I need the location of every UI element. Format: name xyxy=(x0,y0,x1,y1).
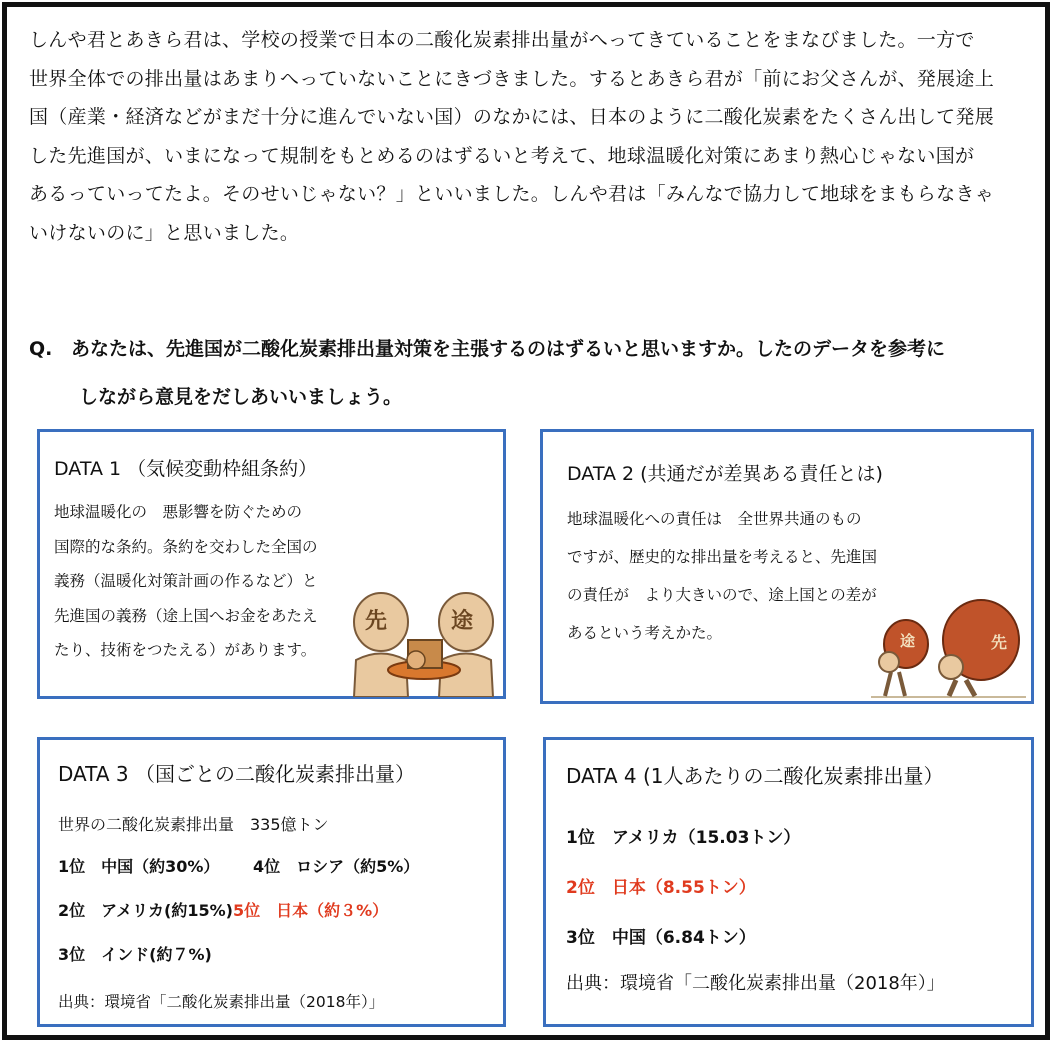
data2-line: ですが、歴史的な排出量を考えると、先進国 xyxy=(567,548,878,566)
intro-text xyxy=(29,21,1039,252)
source-text: 出典：環境省「二酸化炭素排出量（2018年）」 xyxy=(566,973,945,994)
developed-badge: 先 xyxy=(365,609,388,634)
question-line: しながら意見をだしあいいましょう。 xyxy=(79,386,403,408)
rank-row xyxy=(58,845,485,889)
data4-title: DATA 4 (1人あたりの二酸化炭素排出量） xyxy=(566,764,944,788)
data1-line: 地球温暖化の 悪影響を防ぐための xyxy=(54,503,303,521)
rank-2: 2位 アメリカ(約15%) xyxy=(58,901,233,920)
data1-line: 義務（温暖化対策計画の作るなど）と xyxy=(54,572,318,590)
intro-line: 国（産業・経済などがまだ十分に進んでいない国）のなかには、日本のように二酸化炭素をたくさん出して発展 xyxy=(29,106,995,128)
question-line: あなたは、先進国が二酸化炭素排出量対策を主張するのはずるいと思いますか。したのデータを参考に xyxy=(71,338,946,360)
rank-4: 4位 ロシア（約5%） xyxy=(253,857,420,876)
data2-title: DATA 2 (共通だが差異ある責任とは) xyxy=(567,463,883,485)
data1-title: DATA 1 （気候変動枠組条約） xyxy=(54,458,318,480)
question xyxy=(29,325,1039,421)
data4-card xyxy=(543,737,1034,1027)
data2-line: あるという考えかた。 xyxy=(567,624,723,642)
rank-1: 1位 アメリカ（15.03トン） xyxy=(566,828,801,848)
source-text: 出典：環境省「二酸化炭素排出量（2018年）」 xyxy=(58,993,385,1011)
rank-5-highlight: 5位 日本（約３%） xyxy=(232,901,389,920)
intro-line: した先進国が、いまになって規制をもとめるのはずるいと考えて、地球温暖化対策にあまり熱心じゃない国が xyxy=(29,144,975,167)
rank-3: 3位 インド(約７%) xyxy=(58,945,212,964)
data3-card xyxy=(37,737,506,1027)
handshake-illustration-icon xyxy=(346,582,496,697)
question-label: Q. xyxy=(29,338,53,360)
data2-card xyxy=(540,429,1034,704)
intro-line: 世界全体での排出量はあまりへっていないことにきづきました。するとあきら君が「前にお父さんが、発展途上 xyxy=(29,67,995,90)
rank-row xyxy=(58,889,485,933)
intro-line: いけないのに」と思いました。 xyxy=(29,221,300,244)
data1-line: たり、技術をつたえる）があります。 xyxy=(54,641,317,659)
intro-line: しんや君とあきら君は、学校の授業で日本の二酸化炭素排出量がへってきていることをまなびました。一方で xyxy=(29,29,975,51)
rank-2-highlight: 2位 日本（8.55トン） xyxy=(566,878,756,898)
developing-badge: 途 xyxy=(900,632,916,650)
rank-3: 3位 中国（6.84トン） xyxy=(566,928,756,948)
data3-title: DATA 3 （国ごとの二酸化炭素排出量） xyxy=(58,762,415,786)
developed-badge: 先 xyxy=(991,633,1008,652)
data1-line: 先進国の義務（途上国へお金をあたえ xyxy=(54,606,318,625)
data1-line: 国際的な条約。条約を交わした全国の xyxy=(54,537,318,556)
world-emissions: 世界の二酸化炭素排出量 335億トン xyxy=(58,815,329,834)
rank-row xyxy=(58,933,485,977)
data1-card xyxy=(37,429,506,699)
data2-line: の責任が より大きいので、途上国との差が xyxy=(567,586,877,604)
intro-line: あるっていってたよ。そのせいじゃない？」といいました。しんや君は「みんなで協力して地球をまもらなきゃ xyxy=(29,183,995,205)
data2-line: 地球温暖化への責任は 全世界共通のもの xyxy=(567,510,862,528)
developing-badge: 途 xyxy=(451,609,474,634)
rank-1: 1位 中国（約30%） xyxy=(58,857,220,876)
page-frame xyxy=(2,2,1050,1040)
